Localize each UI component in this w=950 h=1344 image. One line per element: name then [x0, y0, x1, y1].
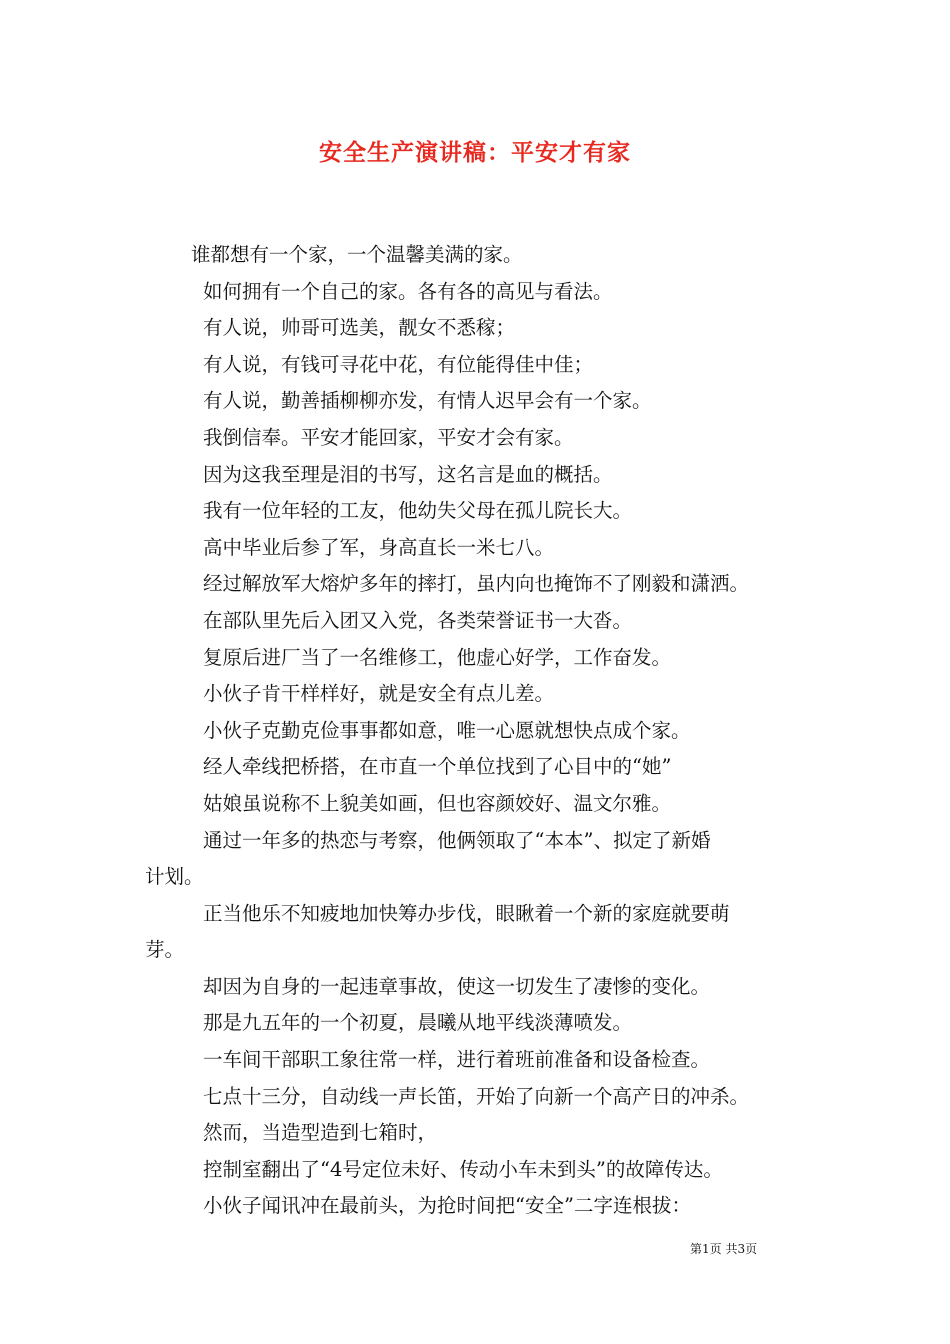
text-line: 姑娘虽说称不上貌美如画，但也容颜姣好、温文尔雅。 [203, 791, 672, 815]
text-line: 控制室翻出了“4号定位未好、传动小车未到头”的故障传达。 [203, 1157, 723, 1181]
text-line: 在部队里先后入团又入党，各类荣誉证书一大沓。 [203, 608, 633, 632]
text-line: 有人说，帅哥可选美，靓女不悉稼； [203, 316, 516, 340]
text-line: 我有一位年轻的工友，他幼失父母在孤儿院长大。 [203, 499, 633, 523]
text-line: 因为这我至理是泪的书写，这名言是血的概括。 [203, 462, 613, 486]
text-line: 那是九五年的一个初夏，晨曦从地平线淡薄喷发。 [203, 1011, 633, 1035]
text-line: 一车间干部职工象往常一样，进行着班前准备和设备检查。 [203, 1048, 711, 1072]
text-line: 谁都想有一个家，一个温馨美满的家。 [191, 243, 523, 266]
text-line: 芽。 [145, 938, 185, 962]
document-body [145, 237, 810, 1225]
text-line: 我倒信奉。平安才能回家，平安才会有家。 [203, 425, 574, 449]
text-line: 有人说，有钱可寻花中花，有位能得佳中佳； [203, 352, 594, 376]
document-title: 安全生产演讲稿：平安才有家 [319, 139, 631, 166]
text-line: 小伙子肯干样样好，就是安全有点儿差。 [203, 682, 555, 706]
text-line: 经过解放军大熔炉多年的摔打，虽内向也掩饰不了刚毅和潇洒。 [203, 572, 750, 596]
text-line: 复原后进厂当了一名维修工，他虚心好学，工作奋发。 [203, 645, 672, 669]
text-line: 小伙子克勤克俭事事都如意，唯一心愿就想快点成个家。 [203, 718, 691, 742]
text-line: 小伙子闻讯冲在最前头，为抢时间把“安全”二字连根拔： [203, 1194, 691, 1218]
text-line: 七点十三分，自动线一声长笛，开始了向新一个高产日的冲杀。 [203, 1084, 750, 1108]
text-line: 如何拥有一个自己的家。各有各的高见与看法。 [203, 279, 613, 303]
text-line: 通过一年多的热恋与考察，他俩领取了“本本”、拟定了新婚 [203, 828, 711, 852]
text-line: 然而，当造型造到七箱时， [203, 1121, 438, 1145]
text-line: 高中毕业后参了军，身高直长一米七八。 [203, 535, 555, 559]
text-line: 却因为自身的一起违章事故，使这一切发生了凄惨的变化。 [203, 974, 711, 998]
text-line: 计划。 [145, 865, 204, 889]
page-number: 第1页 共3页 [690, 1242, 758, 1256]
text-line: 有人说，勤善插柳柳亦发，有情人迟早会有一个家。 [203, 389, 652, 413]
text-line: 经人牵线把桥搭，在市直一个单位找到了心目中的“她” [203, 755, 672, 779]
text-line: 正当他乐不知疲地加快筹办步伐，眼瞅着一个新的家庭就要萌 [203, 901, 730, 925]
